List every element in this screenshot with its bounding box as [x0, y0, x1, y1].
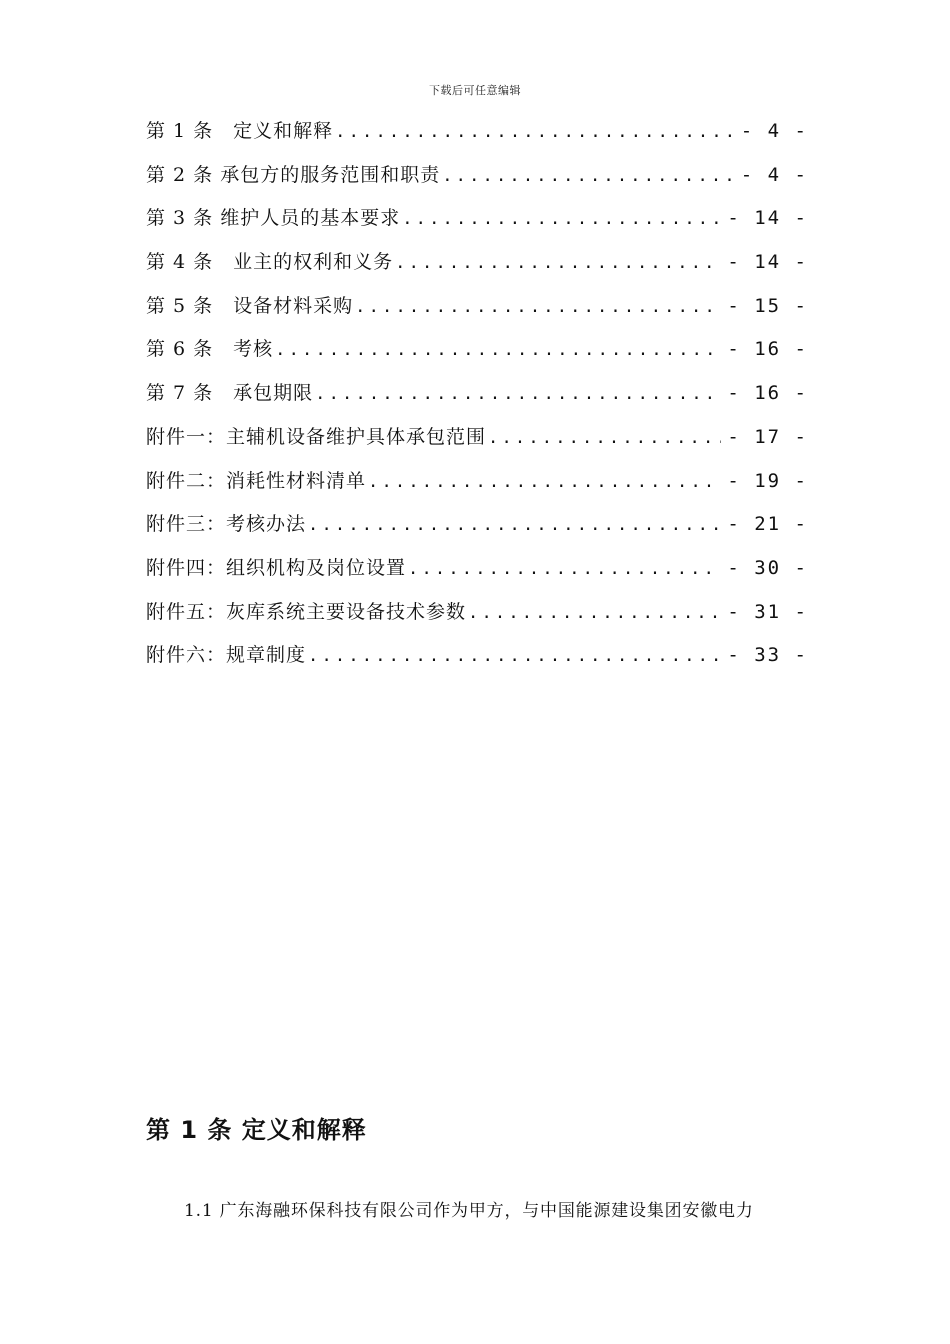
toc-entry-page: - 30 -: [727, 556, 808, 579]
toc-entry-page: - 16 -: [727, 382, 808, 405]
toc-entry-page: - 15 -: [727, 294, 808, 317]
toc-leader-dots: [306, 646, 721, 666]
toc-entry-page: - 33 -: [727, 644, 808, 667]
toc-entry-page: - 14 -: [727, 251, 808, 274]
toc-entry-label: 第 3 条 维护人员的基本要求: [146, 207, 401, 230]
toc-entry[interactable]: [146, 160, 808, 204]
toc-entry-page: - 21 -: [727, 513, 808, 536]
table-of-contents: [146, 116, 808, 684]
toc-entry[interactable]: [146, 597, 808, 641]
toc-leader-dots: [406, 559, 721, 579]
section-heading: 第 1 条 定义和解释: [146, 1116, 367, 1144]
toc-entry[interactable]: [146, 640, 808, 684]
toc-entry-label: 附件五：灰库系统主要设备技术参数: [146, 600, 467, 623]
toc-entry-page: - 16 -: [727, 338, 808, 361]
toc-entry-label: 附件六：规章制度: [146, 644, 307, 667]
toc-entry-label: 第 1 条 定义和解释: [146, 120, 334, 142]
toc-entry-page: - 31 -: [727, 600, 808, 623]
body-paragraph: 1.1 广东海融环保科技有限公司作为甲方，与中国能源建设集团安徽电力: [184, 1201, 754, 1221]
toc-leader-dots: [333, 122, 735, 142]
toc-entry-label: 附件四：组织机构及岗位设置: [146, 556, 407, 579]
toc-leader-dots: [393, 253, 721, 273]
toc-entry-page: - 19 -: [727, 469, 808, 492]
toc-leader-dots: [273, 340, 721, 360]
toc-leader-dots: [400, 209, 721, 229]
toc-leader-dots: [353, 297, 721, 317]
toc-entry-label: 第 4 条 业主的权利和义务: [146, 251, 394, 274]
toc-entry-label: 第 2 条 承包方的服务范围和职责: [146, 163, 441, 186]
toc-entry-label: 附件一：主辅机设备维护具体承包范围: [146, 425, 487, 448]
toc-entry[interactable]: [146, 291, 808, 335]
toc-entry-label: 第 6 条 考核: [146, 338, 274, 361]
toc-entry-label: 第 5 条 设备材料采购: [146, 294, 354, 317]
header-note: 下载后可任意编辑: [429, 84, 521, 97]
toc-entry-page: - 4 -: [740, 120, 808, 142]
toc-entry-label: 附件二：消耗性材料清单: [146, 469, 367, 492]
toc-entry-page: - 14 -: [727, 207, 808, 230]
toc-leader-dots: [366, 472, 721, 492]
toc-entry[interactable]: [146, 553, 808, 597]
toc-entry[interactable]: [146, 247, 808, 291]
toc-entry[interactable]: [146, 116, 808, 160]
toc-leader-dots: [440, 166, 735, 186]
toc-entry-page: - 4 -: [740, 163, 808, 186]
toc-leader-dots: [306, 515, 721, 535]
toc-entry[interactable]: [146, 334, 808, 378]
toc-entry-label: 第 7 条 承包期限: [146, 382, 314, 405]
toc-entry[interactable]: [146, 466, 808, 510]
toc-entry[interactable]: [146, 509, 808, 553]
toc-leader-dots: [486, 428, 721, 448]
toc-leader-dots: [313, 384, 721, 404]
toc-leader-dots: [466, 603, 721, 623]
toc-entry[interactable]: [146, 378, 808, 422]
toc-entry-page: - 17 -: [727, 425, 808, 448]
toc-entry[interactable]: [146, 203, 808, 247]
toc-entry-label: 附件三：考核办法: [146, 513, 307, 536]
toc-entry[interactable]: [146, 422, 808, 466]
